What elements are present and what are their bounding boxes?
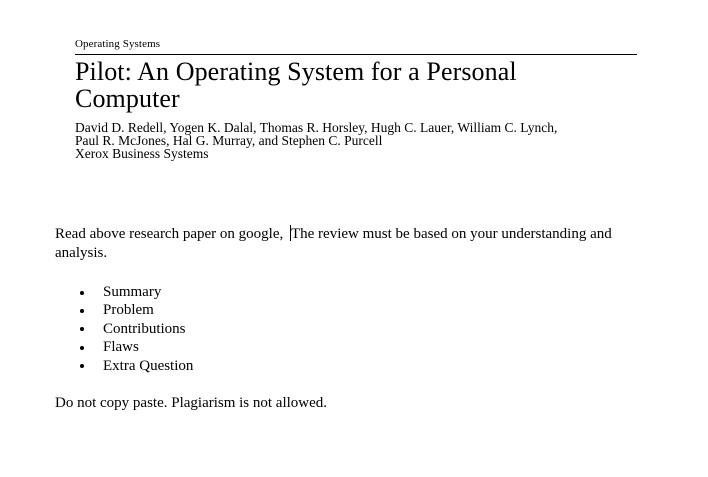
list-item-label: Extra Question bbox=[103, 357, 194, 374]
authors-line-1: David D. Redell, Yogen K. Dalal, Thomas R. Horsley, Hugh C. Lauer, William C. Lynch, bbox=[75, 120, 558, 135]
intro-paragraph[interactable] bbox=[55, 225, 665, 263]
header-rule bbox=[75, 54, 637, 55]
list-item bbox=[55, 283, 665, 301]
list-item-label: Contributions bbox=[103, 320, 186, 337]
intro-text-before-cursor: Read above research paper on google, bbox=[55, 226, 287, 242]
list-item-label: Flaws bbox=[103, 339, 139, 356]
bullet-icon bbox=[80, 291, 84, 295]
paper-title bbox=[75, 58, 637, 112]
paper-affiliation: Xerox Business Systems bbox=[75, 146, 209, 161]
paper-title-line-1: Pilot: An Operating System for a Personal bbox=[75, 57, 517, 86]
section-label: Operating Systems bbox=[75, 38, 161, 50]
assignment-instructions[interactable] bbox=[55, 225, 665, 413]
review-sections-list bbox=[55, 283, 665, 375]
paper-header-image bbox=[75, 38, 637, 160]
list-item-label: Summary bbox=[103, 284, 162, 300]
bullet-icon bbox=[80, 364, 84, 368]
plagiarism-warning: Do not copy paste. Plagiarism is not allowed. bbox=[55, 395, 328, 412]
paper-title-line-2: Computer bbox=[75, 84, 180, 113]
paper-authors bbox=[75, 121, 620, 147]
authors-line-2: Paul R. McJones, Hal G. Murray, and Stephen C. Purcell bbox=[75, 133, 383, 148]
list-item bbox=[55, 320, 665, 338]
bullet-icon bbox=[80, 346, 84, 350]
list-item-label: Problem bbox=[103, 302, 154, 319]
list-item bbox=[55, 338, 665, 356]
bullet-icon bbox=[80, 309, 84, 313]
intro-text-after-cursor: The review must be based on your understanding and analysis. bbox=[55, 226, 612, 261]
bullet-icon bbox=[80, 327, 84, 331]
list-item bbox=[55, 357, 665, 375]
list-item bbox=[55, 301, 665, 319]
